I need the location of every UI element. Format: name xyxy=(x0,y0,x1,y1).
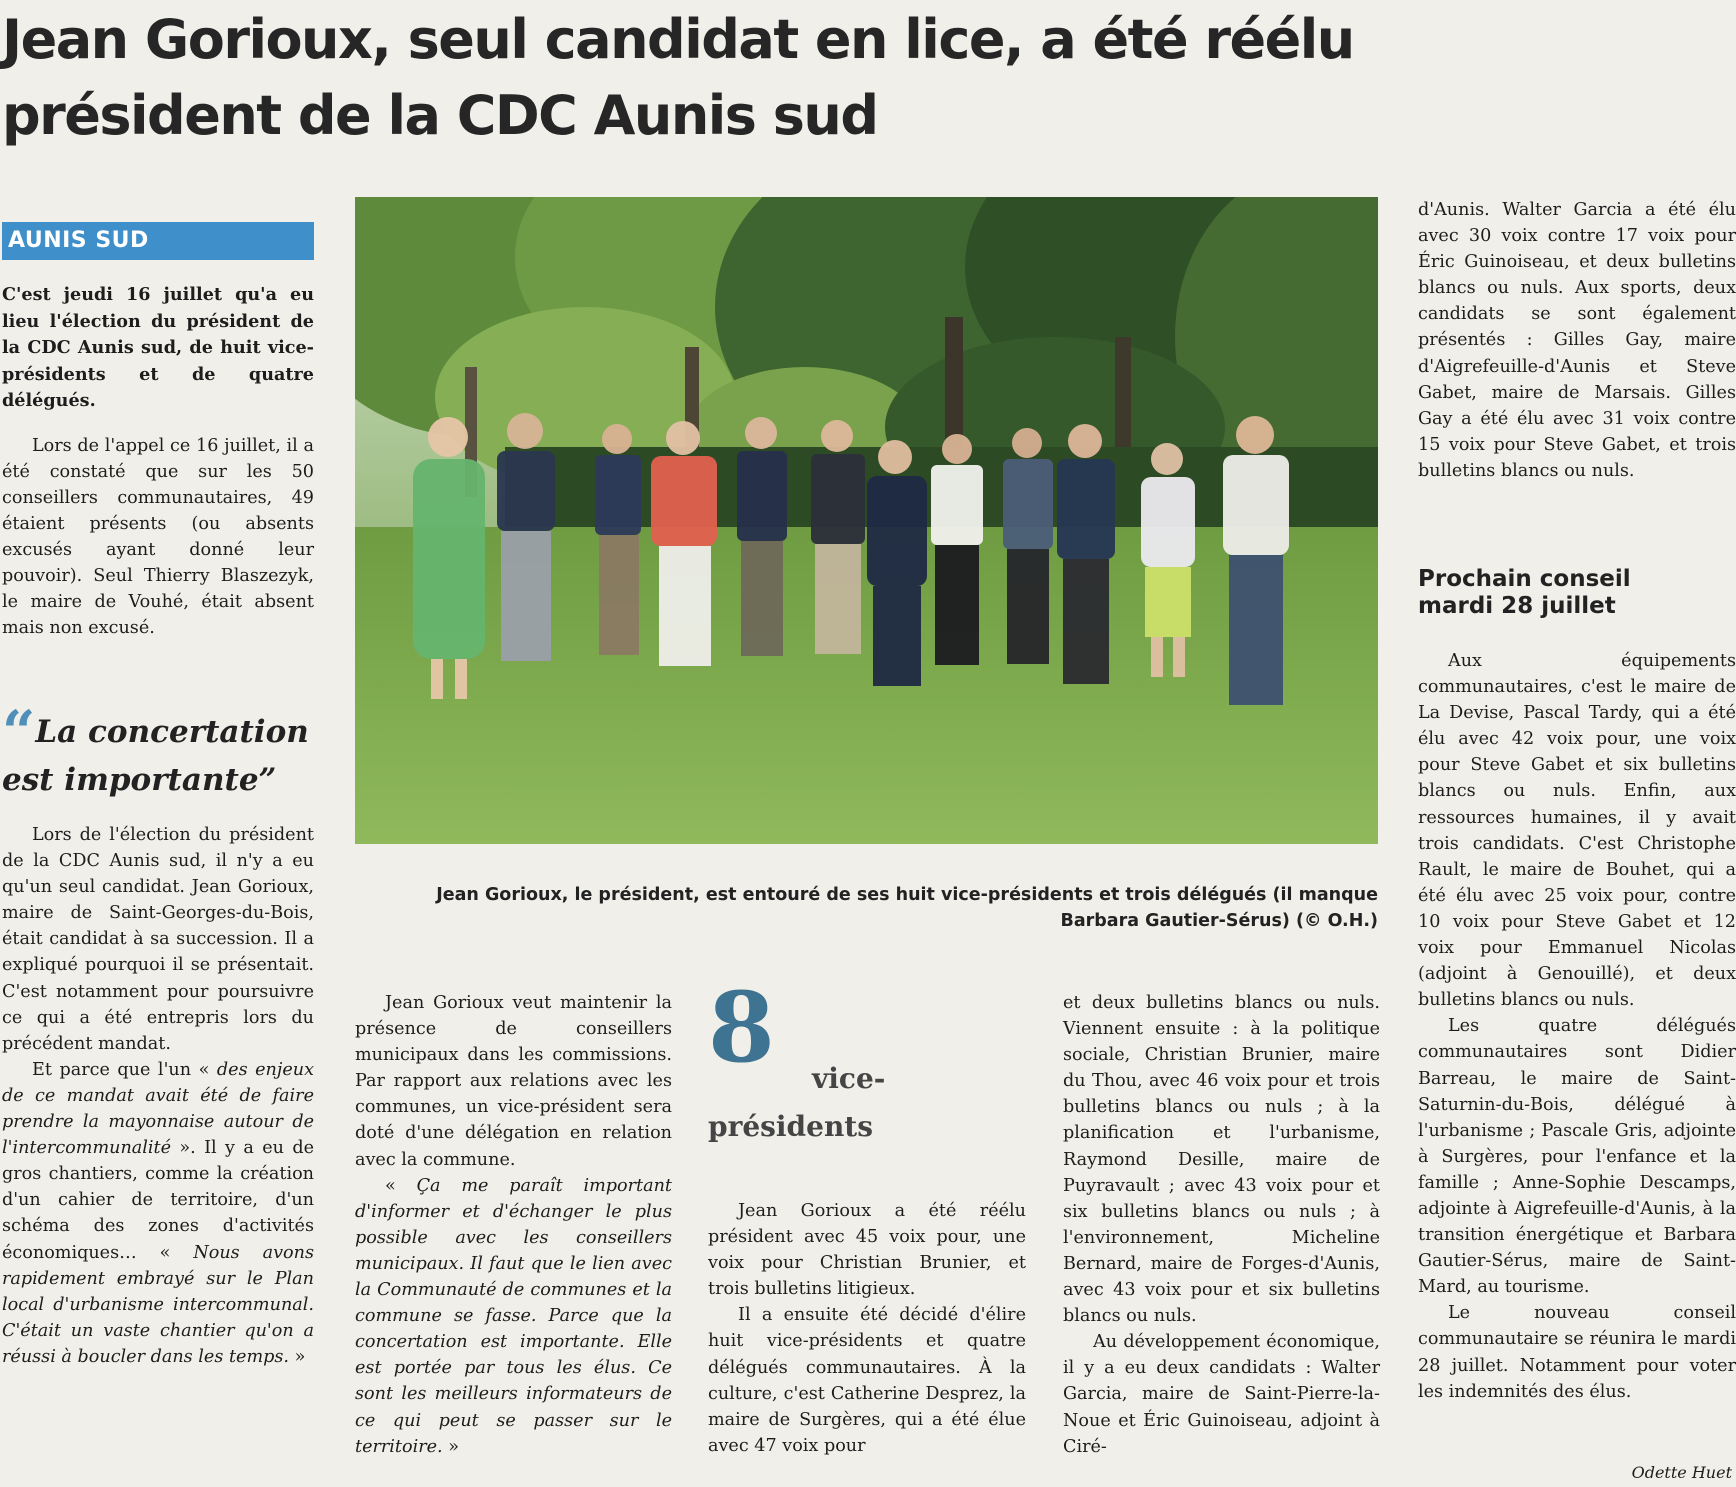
pull-quote xyxy=(2,698,314,804)
paragraph: Il a ensuite été décidé d'élire huit vice-présidents et quatre délégués communautaires. À la culture, c'est Catherine Desprez, la maire de Surgères, qui a été élue avec 47 voix pour xyxy=(708,1305,1026,1456)
paragraph: d'Aunis. Walter Garcia a été élu avec 30 voix contre 17 voix pour Éric Guinoiseau, et deux bulletins blancs ou nuls. Aux sports, deux candidats se sont également présentés : Gilles Gay, maire d'Aigrefeuille-d'Aunis et Steve Gabet, maire de Marsais. Gilles Gay a été élu avec 31 voix contre 15 voix pour Steve Gabet, et trois bulletins blancs ou nuls. xyxy=(1418,200,1736,481)
paragraph: Lors de l'appel ce 16 juillet, il a été constaté que sur les 50 conseillers communautaires, 49 étaient présents (ou absents excusés ayant donné leur pouvoir). Seul Thierry Blaszezyk, le maire de Vouhé, était absent mais non excusé. xyxy=(2,435,314,639)
paragraph: Aux équipements communautaires, c'est le maire de La Devise, Pascal Tardy, qui a été élu avec 42 voix pour, une voix pour Steve Gabet et six bulletins blancs ou nuls. Enfin, aux ressources humaines, il y avait trois candidats. C'est Christophe Rault, le maire de Bouhet, qui a été élu avec 25 voix pour, contre 10 voix pour Steve Gabet et 12 voix pour Emmanuel Nicolas (adjoint à Genouillé), et deux bulletins blancs ou nuls. xyxy=(1418,651,1736,1011)
quote-open-icon: “ xyxy=(2,698,36,766)
column-1-continued xyxy=(2,822,314,1370)
column-1 xyxy=(2,282,314,641)
byline: Odette Huet xyxy=(1631,1463,1732,1482)
big-number-label-1: vice- xyxy=(812,1062,886,1095)
section-kicker: AUNIS SUD xyxy=(2,222,314,260)
paragraph: Lors de l'élection du président de la CDC Aunis sud, il n'y a eu qu'un seul candidat. Jean Gorioux, maire de Saint-Georges-du-Bois, était candidat à sa succession. Il a expliqué pourquoi il se présentait. C'est notamment pour poursuivre ce qui a été entrepris lors du précédent mandat. xyxy=(2,825,314,1054)
paragraph: Jean Gorioux a été réélu président avec 45 voix pour, une voix pour Christian Brunier, et trois bulletins litigieux. xyxy=(708,1201,1026,1300)
big-number-label-2: présidents xyxy=(708,1110,873,1143)
paragraph: Jean Gorioux veut maintenir la présence de conseillers municipaux dans les commissions. Par rapport aux relations avec les communes, un vice-président sera doté d'une délégation en relation avec la commune. xyxy=(355,993,672,1170)
pull-quote-text: La concertation est importante xyxy=(2,714,309,798)
column-4 xyxy=(1063,990,1380,1460)
column-5 xyxy=(1418,197,1736,484)
headline-line-1: Jean Gorioux, seul candidat en lice, a été réélu xyxy=(2,8,1354,71)
paragraph: Et parce que l'un « des enjeux de ce mandat avait été de faire prendre la mayonnaise autour de l'intercommunalité ». Il y a eu de gros chantiers, comme la création d'un cahier de territoire, d'un schéma des zones d'activités économiques… « Nous avons rapidement embrayé sur le Plan local d'urbanisme intercommunal. C'était un vaste chantier qu'on a réussi à boucler dans les temps. » xyxy=(2,1059,314,1367)
lede-paragraph: C'est jeudi 16 juillet qu'a eu lieu l'élection du président de la CDC Aunis sud, de huit vice-présidents et de quatre délégués. xyxy=(2,284,314,411)
caption-line-1: Jean Gorioux, le président, est entouré de ses huit vice-présidents et trois délégués (il manque xyxy=(436,885,1378,905)
column-2 xyxy=(355,990,672,1460)
paragraph: Les quatre délégués communautaires sont Didier Barreau, le maire de Saint-Saturnin-du-Bois, délégué à l'urbanisme ; Pascale Gris, adjointe à Surgères, pour l'enfance et la famille ; Anne-Sophie Descamps, adjointe à Aigrefeuille-d'Aunis, à la transition énergétique et Barbara Gautier-Sérus, maire de Saint-Mard, au tourisme. xyxy=(1418,1016,1736,1298)
paragraph: Le nouveau conseil communautaire se réunira le mardi 28 juillet. Notamment pour voter les indemnités des élus. xyxy=(1418,1303,1736,1402)
article-headline xyxy=(2,2,1502,154)
column-5-continued xyxy=(1418,648,1736,1405)
subheading: Prochain conseil mardi 28 juillet xyxy=(1418,566,1631,619)
group-photo xyxy=(355,197,1378,844)
big-number: 8 xyxy=(708,971,775,1084)
photo-caption xyxy=(355,882,1378,934)
quote-close-icon: ” xyxy=(258,762,277,798)
caption-line-2: Barbara Gautier-Sérus) (© O.H.) xyxy=(1060,911,1378,931)
headline-line-2: président de la CDC Aunis sud xyxy=(2,84,878,147)
paragraph: Au développement économique, il y a eu deux candidats : Walter Garcia, maire de Saint-Pierre-la-Noue et Éric Guinoiseau, adjoint à Ciré- xyxy=(1063,1332,1380,1457)
column-3 xyxy=(708,1198,1026,1459)
paragraph: et deux bulletins blancs ou nuls. Viennent ensuite : à la politique sociale, Christian Brunier, maire du Thou, avec 46 voix pour et trois bulletins blancs ou nuls ; à la planification et l'urbanisme, Raymond Desille, maire de Puyravault ; avec 43 voix pour et six bulletins blancs ou nuls ; à l'environnement, Micheline Bernard, maire de Forges-d'Aunis, avec 43 voix pour et six bulletins blancs ou nuls. xyxy=(1063,993,1380,1327)
paragraph: « Ça me paraît important d'informer et d'échanger le plus possible avec les conseillers municipaux. Il faut que le lien avec la Communauté de communes et la commune se fasse. Parce que la concertation est importante. Elle est portée par tous les élus. Ce sont les meilleurs informateurs de ce qui peut se passer sur le territoire. » xyxy=(355,1175,672,1457)
